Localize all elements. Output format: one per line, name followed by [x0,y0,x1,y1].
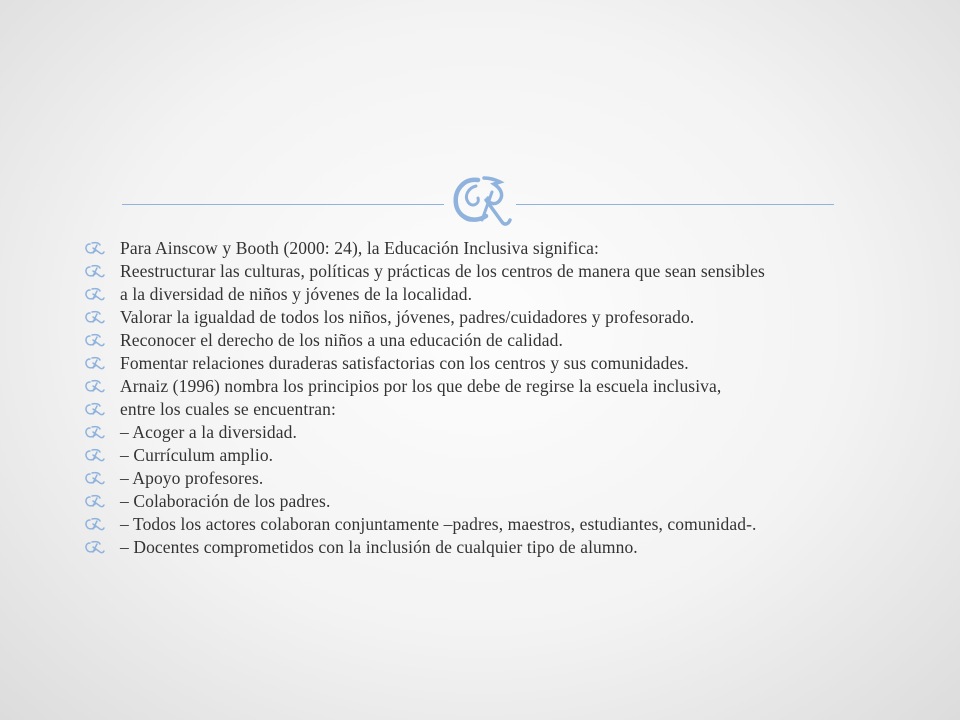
list-item [80,537,880,557]
list-item [80,491,880,511]
list-item [80,330,880,350]
bullet-text: Arnaiz (1996) nombra los principios por los que debe de regirse la escuela inclusiva, [120,376,722,396]
small-flourish-icon [84,379,110,393]
bullet-text: Para Ainscow y Booth (2000: 24), la Educación Inclusiva significa: [120,238,599,258]
bullet-text: Valorar la igualdad de todos los niños, jóvenes, padres/cuidadores y profesorado. [120,307,695,327]
bullet-text: – Docentes comprometidos con la inclusión de cualquier tipo de alumno. [120,537,638,557]
small-flourish-icon [84,471,110,485]
small-flourish-icon [84,494,110,508]
small-flourish-icon [84,425,110,439]
bullet-text: Reconocer el derecho de los niños a una educación de calidad. [120,330,563,350]
list-item [80,468,880,488]
list-item [80,261,880,281]
small-flourish-icon [84,264,110,278]
list-item [80,376,880,396]
bullet-text: – Currículum amplio. [120,445,274,465]
small-flourish-icon [84,241,110,255]
list-item [80,307,880,327]
bullet-text: – Colaboración de los padres. [120,491,331,511]
small-flourish-icon [84,448,110,462]
bullet-text: – Todos los actores colaboran conjuntamente –padres, maestros, estudiantes, comunidad-. [120,514,757,534]
small-flourish-icon [84,356,110,370]
divider-line-right [516,204,834,205]
bullet-text: entre los cuales se encuentran: [120,399,336,419]
small-flourish-icon [84,402,110,416]
list-item [80,284,880,304]
list-item [80,514,880,534]
bullet-text: a la diversidad de niños y jóvenes de la localidad. [120,284,473,304]
small-flourish-icon [84,310,110,324]
small-flourish-icon [84,287,110,301]
divider-line-left [122,204,444,205]
small-flourish-icon [84,517,110,531]
bullet-text: Fomentar relaciones duraderas satisfactorias con los centros y sus comunidades. [120,353,689,373]
list-item [80,353,880,373]
list-item [80,422,880,442]
bullet-list [80,238,880,560]
small-flourish-icon [84,540,110,554]
small-flourish-icon [84,333,110,347]
list-item [80,399,880,419]
scroll-flourish-icon [448,170,514,230]
bullet-text: – Acoger a la diversidad. [120,422,297,442]
list-item [80,238,880,258]
bullet-text: – Apoyo profesores. [120,468,264,488]
list-item [80,445,880,465]
bullet-text: Reestructurar las culturas, políticas y prácticas de los centros de manera que sean sensibles [120,261,765,281]
